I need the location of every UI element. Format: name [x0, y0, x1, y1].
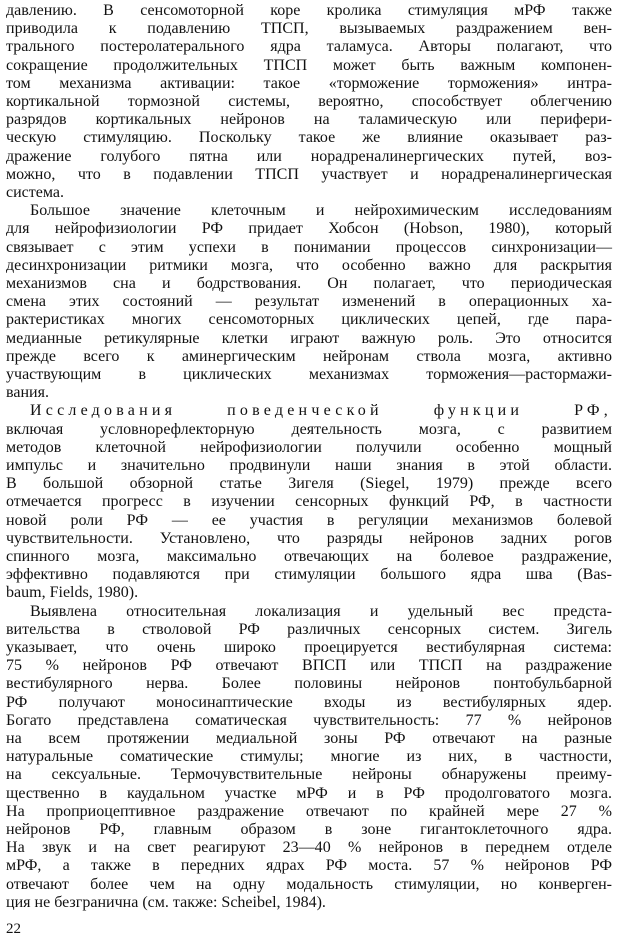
text-line: спинного мозга, максимально отвечающих на болевое раздражение, [6, 548, 612, 565]
text-line: том механизма активации: такое «торможение торможения» интра- [6, 74, 612, 92]
text-line: вания. [6, 384, 49, 402]
text-line: трального постеролатерального ядра таламуса. Авторы полагают, что [6, 38, 612, 56]
text-line: На проприоцептивное раздражение отвечают по крайней мере 27 % [6, 802, 612, 820]
text-line: нейронов РФ, главным образом в зоне гигантоклеточного ядра. [6, 821, 612, 838]
text-line: импульс и значительно продвинули наши знания в этой области. [6, 457, 612, 474]
text-line: на всем протяжении медиальной зоны РФ отвечают на разные [6, 730, 612, 747]
text-line: вительства в стволовой РФ различных сенсорных систем. Зигель [6, 620, 612, 638]
text-line: отмечается прогресс в изучении сенсорных функций РФ, в частности [6, 493, 612, 511]
text-line: десинхронизации ритмики мозга, что особенно важно для раскрытия [6, 256, 612, 274]
text-line: указывает, что очень широко проецируется вестибулярная система: [6, 639, 612, 656]
text-line: отвечают более чем на одну модальность стимуляции, но конверген- [6, 875, 612, 893]
text-line: на сексуальные. Термочувствительные нейроны обнаружены преиму- [6, 766, 612, 784]
text-line: чувствительности. Установлено, что разряды нейронов задних рогов [6, 529, 612, 547]
text-line: приводила к подавлению ТПСП, вызываемых раздражением вен- [6, 20, 612, 38]
text-line: смена этих состояний — результат изменений в операционных ха- [6, 293, 612, 311]
text-line: давлению. В сенсомоторной коре кролика стимуляция мРФ также [6, 2, 612, 19]
text-line: участвующим в циклических механизмах торможения—растормажи- [6, 366, 612, 383]
page-number: 22 [6, 921, 21, 937]
text-line: кортикальной тормозной системы, вероятно, способствует облегчению [6, 93, 612, 110]
text-line: методов клеточной нейрофизиологии получили особенно мощный [6, 438, 612, 456]
text-line: РФ получают моносинаптические входы из вестибулярных ядер. [6, 693, 612, 711]
text-line: дражение голубого пятна или норадреналинергических путей, воз- [6, 147, 612, 165]
text-line: рактеристиках многих сенсомоторных циклических цепей, где пара- [6, 311, 612, 329]
spaced-heading-line: Исследования поведенческой функции РФ, [30, 402, 612, 420]
text-line: baum, Fields, 1980). [6, 584, 139, 602]
text-line: связывает с этим успехи в понимании процессов синхронизации— [6, 238, 612, 256]
text-line: натуральные соматические стимулы; многие из них, в частности, [6, 748, 612, 766]
text-line: вестибулярного нерва. Более половины нейронов понтобульбарной [6, 675, 612, 693]
text-line: ция не безгранична (см. также: Scheibel, 1984). [6, 893, 326, 911]
text-line: медианные ретикулярные клетки играют важную роль. Это относится [6, 329, 612, 347]
text-line: прежде всего к аминергическим нейронам ствола мозга, активно [6, 347, 612, 365]
text-line: для нейрофизиологии РФ придает Хобсон (Hobson, 1980), который [6, 220, 612, 238]
text-line: система. [6, 184, 65, 201]
text-line: включая условнорефлекторную деятельность мозга, с развитием [6, 420, 612, 438]
text-line: ческую стимуляцию. Поскольку такое же влияние оказывает раз- [6, 129, 612, 147]
paragraph-first-line: Большое значение клеточным и нейрохимическим исследованиям [30, 202, 612, 220]
text-line: В большой обзорной статье Зигеля (Siegel, 1979) прежде всего [6, 475, 612, 493]
text-line: мРФ, а также в передних ядрах РФ моста. 57 % нейронов РФ [6, 857, 612, 875]
text-line: щественно в каудальном участке мРФ и в РФ продолговатого мозга. [6, 784, 612, 802]
text-line: Богато представлена соматическая чувствительность: 77 % нейронов [6, 711, 612, 729]
text-line: На звук и на свет реагируют 23—40 % нейронов в переднем отделе [6, 839, 612, 857]
paragraph-first-line: Выявлена относительная локализация и удельный вес предста- [30, 602, 612, 620]
text-line: 75 % нейронов РФ отвечают ВПСП или ТПСП на раздражение [6, 657, 612, 675]
text-line: механизмов сна и бодрствования. Он полагает, что периодическая [6, 275, 612, 292]
text-line: разрядов кортикальных нейронов на таламическую или перифери- [6, 111, 612, 129]
text-line: новой роли РФ — ее участия в регуляции механизмов болевой [6, 511, 612, 529]
text-line: можно, что в подавлении ТПСП участвует и норадреналинергическая [6, 165, 612, 183]
text-line: сокращение продолжительных ТПСП может быть важным компонен- [6, 56, 612, 74]
text-line: эффективно подавляются при стимуляции большого ядра шва (Bas- [6, 566, 612, 584]
